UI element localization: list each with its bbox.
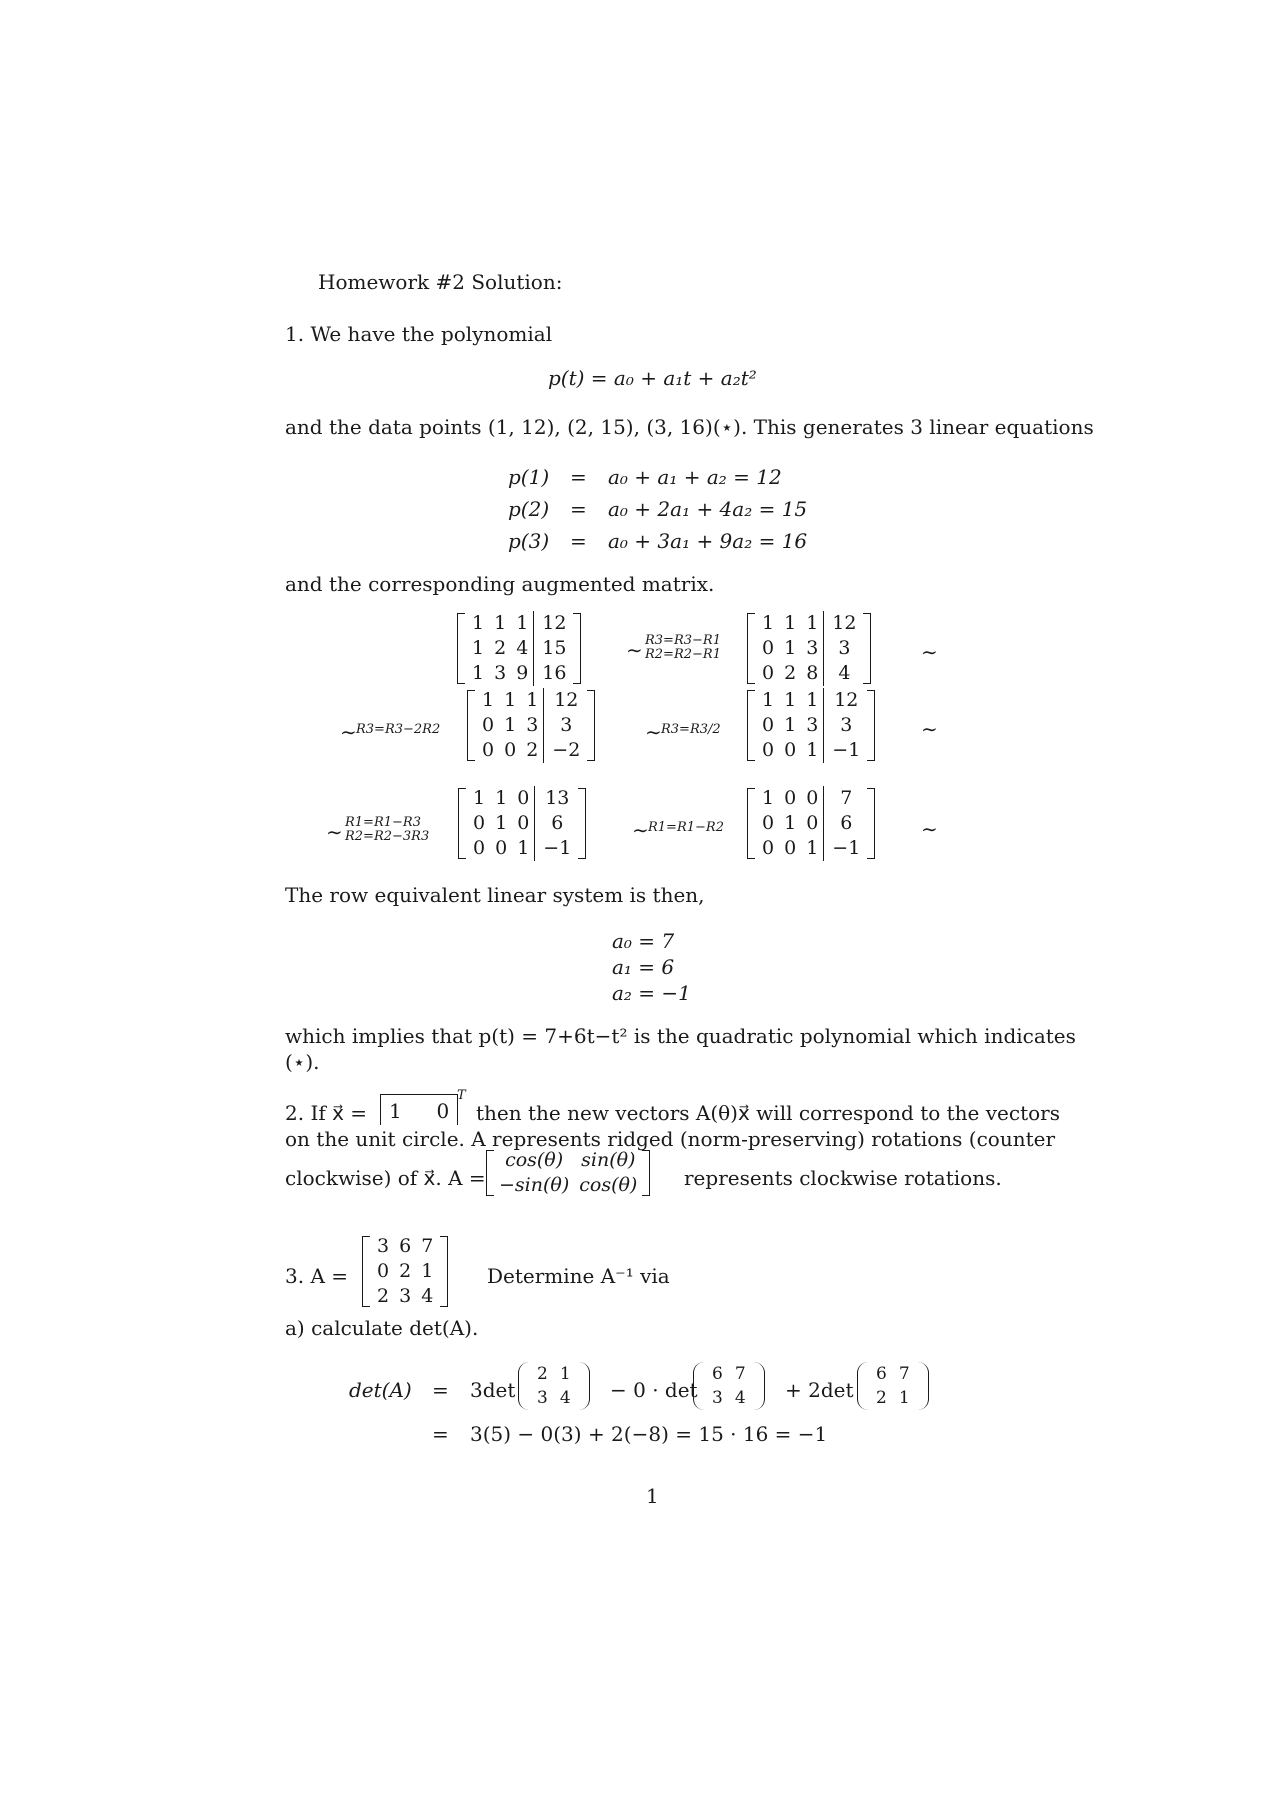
matrix-table bbox=[757, 611, 861, 686]
rotation-matrix bbox=[484, 1148, 652, 1198]
matrix-entry: 0 bbox=[784, 837, 797, 859]
problem2-line3-post: represents clockwise rotations. bbox=[684, 1166, 1002, 1190]
matrix-entry: 2 bbox=[494, 637, 507, 659]
matrix-table bbox=[870, 1362, 916, 1410]
det-term-1: 3det bbox=[470, 1378, 516, 1402]
equals-sign: = bbox=[570, 529, 587, 553]
matrix-entry: −1 bbox=[824, 836, 866, 861]
matrix-entry: 2 bbox=[377, 1285, 390, 1307]
matrix-entry: 0 bbox=[762, 812, 775, 834]
matrix-entry: 3 bbox=[494, 662, 507, 684]
minor-matrix-1 bbox=[517, 1362, 591, 1410]
equation-rhs: a₀ + 2a₁ + 4a₂ = 15 bbox=[608, 497, 808, 521]
matrix-entry: 6 bbox=[876, 1364, 887, 1384]
augmented-matrix-6 bbox=[745, 786, 877, 861]
problem2-line2: on the unit circle. A represents ridged (norm-preserving) rotations (counter bbox=[285, 1127, 1056, 1151]
equation-rhs: a₀ + a₁ + a₂ = 12 bbox=[608, 465, 782, 489]
matrix-entry: 7 bbox=[734, 1364, 746, 1384]
matrix-entry: 12 bbox=[534, 611, 572, 636]
part-a-text: a) calculate det(A). bbox=[285, 1316, 479, 1340]
matrix-entry: 3 bbox=[824, 636, 862, 661]
matrix-entry: 0 bbox=[495, 837, 508, 859]
matrix-entry: 4 bbox=[824, 661, 862, 686]
matrix-entry: 9 bbox=[516, 662, 529, 684]
matrix-table bbox=[468, 786, 576, 861]
solution-a0: a₀ = 7 bbox=[612, 929, 675, 953]
matrix-table bbox=[706, 1362, 752, 1410]
matrix-entry: 7 bbox=[421, 1235, 434, 1257]
tilde-symbol: ∼ bbox=[645, 720, 662, 744]
matrix-entry: 3 bbox=[526, 714, 539, 736]
matrix-entry: 7 bbox=[898, 1364, 910, 1384]
matrix-entry: 2 bbox=[399, 1260, 412, 1282]
det-lhs: det(A) bbox=[349, 1378, 412, 1402]
matrix-a bbox=[360, 1234, 450, 1309]
matrix-entry: 1 bbox=[472, 612, 485, 634]
document-title: Homework #2 Solution: bbox=[318, 270, 563, 294]
data-points-sentence: and the data points (1, 12), (2, 15), (3, 16)(⋆). This generates 3 linear equations bbox=[285, 415, 1094, 439]
matrix-entry: 12 bbox=[824, 688, 866, 713]
determine-inverse-text: Determine A⁻¹ via bbox=[487, 1264, 670, 1288]
matrix-table bbox=[467, 611, 571, 686]
matrix-table bbox=[372, 1234, 438, 1309]
matrix-entry: 0 bbox=[762, 739, 775, 761]
matrix-entry: 1 bbox=[784, 637, 797, 659]
matrix-entry: 1 bbox=[559, 1364, 571, 1384]
matrix-entry: 1 bbox=[784, 714, 797, 736]
tilde-symbol: ∼ bbox=[326, 820, 343, 844]
matrix-entry: 0 bbox=[806, 812, 819, 834]
matrix-entry: cos(θ) bbox=[579, 1174, 638, 1196]
equals-sign: = bbox=[432, 1422, 449, 1446]
matrix-entry: 0 bbox=[784, 739, 797, 761]
problem2-line1-pre: 2. If x⃗ = bbox=[285, 1101, 368, 1125]
matrix-table bbox=[757, 688, 865, 763]
matrix-entry: 12 bbox=[544, 688, 586, 713]
matrix-entry: 1 bbox=[504, 689, 517, 711]
matrix-entry: 1 bbox=[898, 1388, 910, 1408]
row-op-3: R3=R3/2 bbox=[661, 722, 721, 737]
tilde-symbol: ∼ bbox=[921, 640, 938, 664]
problem2-line3-pre: clockwise) of x⃗. A = bbox=[285, 1166, 486, 1190]
det-term-3: + 2det bbox=[785, 1378, 854, 1402]
matrix-entry: 0 bbox=[473, 812, 486, 834]
matrix-entry: sin(θ) bbox=[581, 1149, 636, 1171]
matrix-entry: 1 bbox=[806, 612, 819, 634]
matrix-entry: 1 bbox=[473, 787, 486, 809]
equation-rhs-column bbox=[608, 461, 807, 557]
matrix-entry: −1 bbox=[824, 738, 866, 763]
page-number: 1 bbox=[646, 1484, 659, 1508]
matrix-entry: 6 bbox=[399, 1235, 412, 1257]
solution-a2: a₂ = −1 bbox=[612, 981, 691, 1005]
minor-matrix-2 bbox=[692, 1362, 766, 1410]
problem1-intro: 1. We have the polynomial bbox=[285, 322, 553, 346]
conclusion-line-2: (⋆). bbox=[285, 1050, 320, 1074]
matrix-entry: 0 bbox=[473, 837, 486, 859]
matrix-entry: 0 bbox=[482, 739, 495, 761]
tilde-symbol: ∼ bbox=[632, 818, 649, 842]
matrix-entry: 1 bbox=[494, 612, 507, 634]
matrix-entry: 1 bbox=[421, 1260, 434, 1282]
matrix-entry: 2 bbox=[537, 1364, 548, 1384]
matrix-entry: 0 bbox=[762, 837, 775, 859]
augmented-matrix-2 bbox=[745, 611, 873, 686]
row-vector bbox=[380, 1094, 458, 1125]
matrix-entry: 1 bbox=[762, 689, 775, 711]
matrix-entry: 1 bbox=[495, 787, 508, 809]
matrix-entry: 1 bbox=[784, 612, 797, 634]
matrix-entry: 1 bbox=[495, 812, 508, 834]
matrix-entry: −sin(θ) bbox=[499, 1174, 570, 1196]
solution-system bbox=[612, 928, 691, 1006]
matrix-entry: 3 bbox=[537, 1388, 548, 1408]
matrix-entry: 1 bbox=[762, 612, 775, 634]
problem3-label: 3. A = bbox=[285, 1264, 348, 1288]
augmented-matrix-1 bbox=[455, 611, 583, 686]
matrix-entry: 4 bbox=[559, 1388, 571, 1408]
matrix-entry: 3 bbox=[712, 1388, 723, 1408]
matrix-entry: 3 bbox=[399, 1285, 412, 1307]
polynomial-equation: p(t) = a₀ + a₁t + a₂t² bbox=[548, 366, 757, 390]
row-op-1a: R3=R3−R1 bbox=[645, 633, 721, 648]
equation-lhs-column bbox=[508, 461, 549, 557]
matrix-entry: 1 bbox=[526, 689, 539, 711]
matrix-entry: 6 bbox=[824, 811, 866, 836]
matrix-entry: 4 bbox=[734, 1388, 746, 1408]
row-op-5: R1=R1−R2 bbox=[648, 820, 724, 835]
equation-lhs: p(1) bbox=[508, 465, 550, 489]
matrix-entry: 1 bbox=[806, 739, 819, 761]
matrix-entry: 1 bbox=[482, 689, 495, 711]
solution-a1: a₁ = 6 bbox=[612, 955, 675, 979]
matrix-entry: cos(θ) bbox=[505, 1149, 564, 1171]
matrix-entry: 7 bbox=[824, 786, 866, 811]
matrix-table bbox=[757, 786, 865, 861]
matrix-entry: 0 bbox=[762, 714, 775, 736]
matrix-entry: 0 bbox=[784, 787, 797, 809]
equals-sign: = bbox=[570, 497, 587, 521]
tilde-symbol: ∼ bbox=[921, 817, 938, 841]
minor-matrix-3 bbox=[856, 1362, 930, 1410]
matrix-entry: 1 bbox=[806, 689, 819, 711]
matrix-entry: 1 bbox=[784, 812, 797, 834]
matrix-entry: −2 bbox=[544, 738, 586, 763]
matrix-entry: 4 bbox=[421, 1285, 434, 1307]
row-op-4b: R2=R2−3R3 bbox=[345, 829, 430, 844]
matrix-entry: 16 bbox=[534, 661, 572, 686]
tilde-symbol: ∼ bbox=[626, 638, 643, 662]
matrix-entry: 2 bbox=[876, 1388, 887, 1408]
matrix-entry: 1 bbox=[504, 714, 517, 736]
matrix-entry: 0 bbox=[517, 787, 530, 809]
matrix-table bbox=[494, 1148, 642, 1198]
matrix-entry: 1 bbox=[806, 837, 819, 859]
matrix-entry: 1 bbox=[472, 662, 485, 684]
matrix-entry: 1 bbox=[516, 612, 529, 634]
row-vector-entry: 1 bbox=[389, 1099, 402, 1123]
matrix-entry: 2 bbox=[784, 662, 797, 684]
equals-sign: = bbox=[432, 1378, 449, 1402]
matrix-entry: 15 bbox=[534, 636, 572, 661]
matrix-entry: −1 bbox=[535, 836, 577, 861]
matrix-entry: 0 bbox=[806, 787, 819, 809]
equation-rhs: a₀ + 3a₁ + 9a₂ = 16 bbox=[608, 529, 808, 553]
matrix-entry: 13 bbox=[535, 786, 577, 811]
tilde-symbol: ∼ bbox=[340, 720, 357, 744]
matrix-entry: 6 bbox=[535, 811, 577, 836]
row-op-2: R3=R3−2R2 bbox=[356, 722, 441, 737]
equation-eq-column bbox=[570, 461, 587, 557]
matrix-entry: 1 bbox=[472, 637, 485, 659]
augmented-matrix-4 bbox=[745, 688, 877, 763]
matrix-entry: 3 bbox=[806, 714, 819, 736]
matrix-entry: 0 bbox=[517, 812, 530, 834]
matrix-entry: 3 bbox=[806, 637, 819, 659]
equation-lhs: p(3) bbox=[508, 529, 550, 553]
matrix-entry: 0 bbox=[762, 637, 775, 659]
problem2-line1-post: then the new vectors A(θ)x⃗ will correspond to the vectors bbox=[476, 1101, 1060, 1125]
matrix-entry: 0 bbox=[762, 662, 775, 684]
matrix-entry: 0 bbox=[377, 1260, 390, 1282]
augmented-matrix-5 bbox=[456, 786, 588, 861]
matrix-entry: 1 bbox=[784, 689, 797, 711]
matrix-entry: 0 bbox=[482, 714, 495, 736]
det-term-2: − 0 · det bbox=[610, 1378, 698, 1402]
tilde-symbol: ∼ bbox=[921, 717, 938, 741]
det-line-2: 3(5) − 0(3) + 2(−8) = 15 · 16 = −1 bbox=[470, 1422, 828, 1446]
matrix-entry: 1 bbox=[762, 787, 775, 809]
matrix-entry: 2 bbox=[526, 739, 539, 761]
matrix-entry: 6 bbox=[712, 1364, 723, 1384]
matrix-entry: 8 bbox=[806, 662, 819, 684]
row-equivalent-sentence: The row equivalent linear system is then, bbox=[285, 883, 705, 907]
row-op-1b: R2=R2−R1 bbox=[645, 647, 721, 662]
matrix-entry: 1 bbox=[517, 837, 530, 859]
matrix-entry: 3 bbox=[824, 713, 866, 738]
matrix-entry: 12 bbox=[824, 611, 862, 636]
row-op-4a: R1=R1−R3 bbox=[345, 815, 421, 830]
matrix-entry: 0 bbox=[504, 739, 517, 761]
matrix-entry: 3 bbox=[377, 1235, 390, 1257]
matrix-entry: 4 bbox=[516, 637, 529, 659]
equals-sign: = bbox=[570, 465, 587, 489]
transpose-superscript: T bbox=[457, 1088, 466, 1103]
augmented-matrix-sentence: and the corresponding augmented matrix. bbox=[285, 572, 715, 596]
equation-lhs: p(2) bbox=[508, 497, 550, 521]
matrix-entry: 3 bbox=[544, 713, 586, 738]
augmented-matrix-3 bbox=[465, 688, 597, 763]
matrix-table bbox=[531, 1362, 577, 1410]
row-vector-entry: 0 bbox=[436, 1099, 450, 1123]
conclusion-line-1: which implies that p(t) = 7+6t−t² is the quadratic polynomial which indicates bbox=[285, 1024, 1076, 1048]
matrix-table bbox=[477, 688, 585, 763]
